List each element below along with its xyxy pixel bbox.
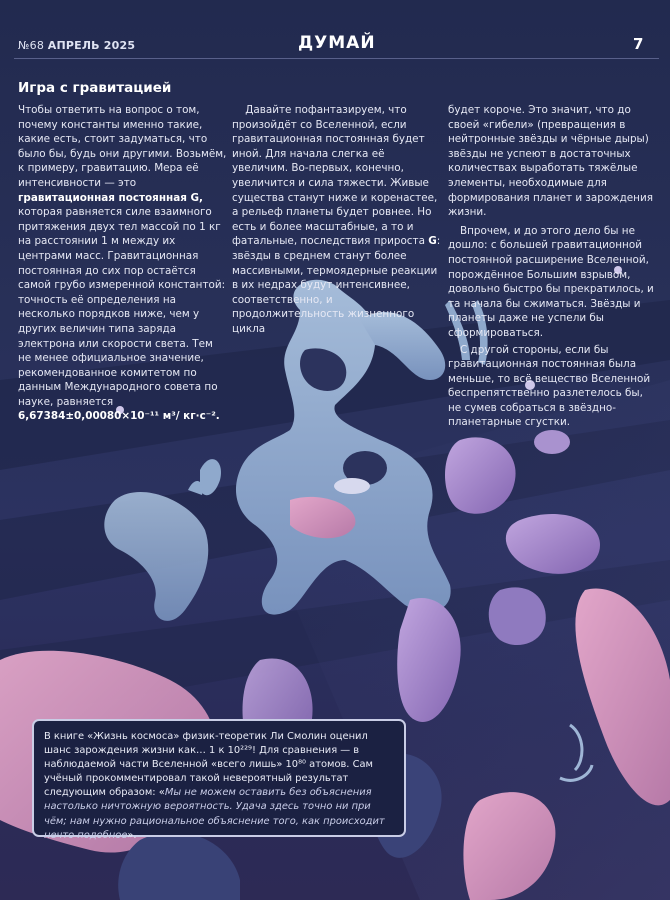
paragraph: будет короче. Это значит, что до своей «гибели» (превращения в нейтронные звёзды и чёрные дыры) звёзды не успеют в достаточных количествах выработать тяжёлые элементы, необходимые для формирования планет и зарождения жизни. xyxy=(448,104,653,219)
paragraph xyxy=(232,103,442,337)
paragraph xyxy=(18,103,228,424)
gravity-value: 6,67384±0,00080×10⁻¹¹ м³/ кг·с⁻². xyxy=(18,410,220,423)
sidebar-note xyxy=(32,719,406,841)
magazine-logo: ДУМАЙ xyxy=(298,33,376,53)
text-run: Давайте пофантазируем, что произойдёт со Вселенной, если гравитационная постоянная будет иной. Для начала слегка её увеличим. Во-первых, конечно, увеличится и сила тяжести. Живые существа станут ниже и коренастее, а рельеф планеты будет ровнее. Но есть и более масштабные, а то и фатальные, последствия прироста xyxy=(232,104,438,248)
page-number: 7 xyxy=(633,35,644,53)
issue-info xyxy=(18,39,135,52)
note-text: В книге «Жизнь космоса» физик-теоретик Ли Смолин оценил шанс зарождения жизни как… 1 к 10²²⁹! Для сравнения — в наблюдаемой части Вселенной «всего лишь» 10⁸⁰ атомов. Сам учёный прокомментировал такой невероятный результат следующим образом: « xyxy=(44,731,373,799)
header-divider xyxy=(14,58,659,59)
page-header xyxy=(0,0,670,62)
bold-term: G xyxy=(428,235,437,248)
article-title: Игра с гравитацией xyxy=(18,80,172,96)
note-quote: Мы не можем оставить без объяснения настолько ничтожную вероятность. Удача здесь точно ни при чём; нам нужно рациональное объяснение того, как происходит нечто подобное xyxy=(44,787,385,841)
bold-term: гравитационная постоянная G, xyxy=(18,191,203,204)
paragraph: Впрочем, и до этого дело бы не дошло: с большей гравитационной постоянной расширение Вселенной, порождённое Большим взрывом, довольно быстро бы прекратилось, и та начала бы сжиматься. Звёзды и планеты даже не успели бы сформироваться. xyxy=(448,224,654,339)
column-2 xyxy=(232,103,442,337)
issue-number: №68 xyxy=(18,39,45,52)
column-3 xyxy=(448,103,656,430)
column-1 xyxy=(18,103,228,424)
text-run: : звёзды в среднем станут более массивными, термоядерные реакции в их недрах будут интенсивнее, соответственно, и продолжительность жизненного цикла xyxy=(232,235,441,335)
note-text-end: ». xyxy=(127,829,137,841)
paragraph: С другой стороны, если бы гравитационная постоянная была меньше, то всё вещество Вселенной беспрепятственно разлетелось бы, не сумев собраться в звёздно-планетарные сгустки. xyxy=(448,343,651,429)
issue-date: АПРЕЛЬ 2025 xyxy=(47,39,136,52)
text-run: которая равняется силе взаимного притяжения двух тел массой по 1 кг на расстоянии 1 м между их центрами масс. Гравитационная постоянная до сих пор остаётся самой грубо измеренной константой: точность её определения на несколько порядков ниже, чем у других величин типа заряда электрона или скорости света. Тем не менее официальное значение, рекомендованное комитетом по данным Международного совета по науке, равняется xyxy=(18,206,226,408)
text-run: Чтобы ответить на вопрос о том, почему константы именно такие, какие есть, стоит задуматься, что было бы, будь они другими. Возьмём, к примеру, гравитацию. Мера её интенсивности — это xyxy=(18,104,227,189)
